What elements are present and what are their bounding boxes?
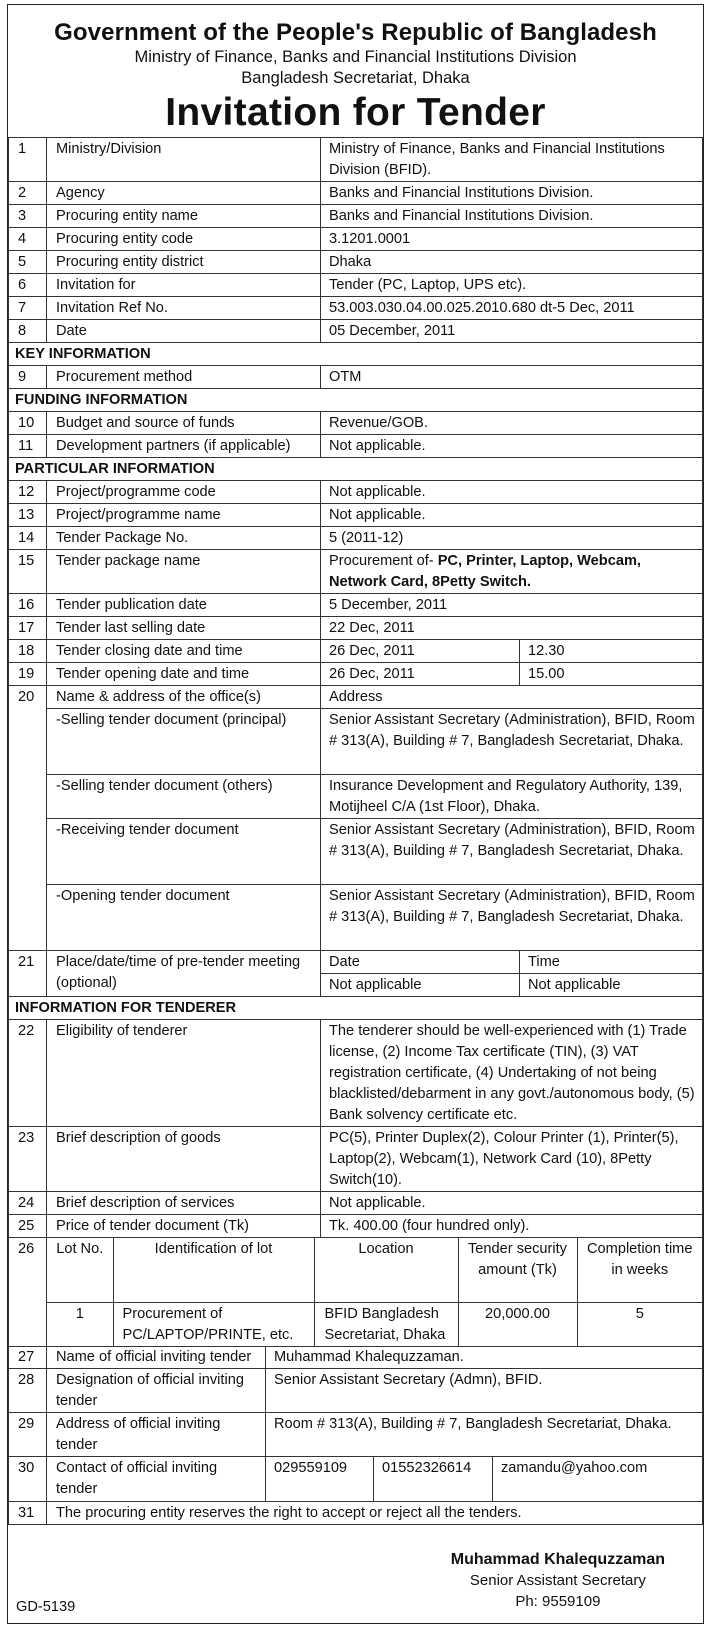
contact-email: zamandu@yahoo.com (501, 1460, 648, 1476)
section-heading: FUNDING INFORMATION (9, 389, 703, 412)
contact-mobile: 01552326614 (374, 1457, 493, 1501)
row-value (321, 663, 703, 686)
row-value: Insurance Development and Regulatory Authority, 139, Motijheel C/A (1st Floor), Dhaka. (321, 775, 703, 819)
table-row (9, 686, 703, 709)
row-number: 6 (9, 274, 47, 297)
identification-header: Identification of lot (113, 1238, 314, 1302)
row-number: 21 (9, 951, 47, 997)
row-label: Brief description of goods (47, 1127, 321, 1192)
row-number: 2 (9, 182, 47, 205)
row-number: 22 (9, 1020, 47, 1127)
security-value: 20,000.00 (458, 1302, 577, 1346)
security-header: Tender security amount (Tk) (458, 1238, 577, 1302)
table-row (9, 527, 703, 550)
table-row (9, 1369, 703, 1413)
row-value: 22 Dec, 2011 (321, 617, 703, 640)
table-row (9, 1020, 703, 1127)
row-number: 28 (9, 1369, 47, 1413)
row-label: Tender publication date (47, 594, 321, 617)
row-value: Not applicable. (321, 504, 703, 527)
row-number: 13 (9, 504, 47, 527)
row-number: 24 (9, 1192, 47, 1215)
row-label: Date (47, 320, 321, 343)
section-heading: PARTICULAR INFORMATION (9, 458, 703, 481)
table-row (9, 205, 703, 228)
row-value: 05 December, 2011 (321, 320, 703, 343)
table-row (9, 274, 703, 297)
row-label: -Selling tender document (others) (47, 775, 321, 819)
row-number: 26 (9, 1238, 47, 1347)
table-row (9, 709, 703, 775)
row-number: 31 (9, 1502, 47, 1525)
table-row (9, 138, 703, 182)
official-table (8, 1346, 703, 1525)
contact-phone: 029559109 (266, 1457, 374, 1501)
page-title: Invitation for Tender (165, 91, 546, 134)
table-row (9, 1238, 703, 1347)
meeting-date-header: Date (321, 951, 520, 974)
row-label: Eligibility of tenderer (47, 1020, 321, 1127)
row-value: 53.003.030.04.00.025.2010.680 dt-5 Dec, 2011 (321, 297, 703, 320)
row-number: 23 (9, 1127, 47, 1192)
row-value (321, 550, 703, 594)
row-label: Procuring entity district (47, 251, 321, 274)
row-number: 12 (9, 481, 47, 504)
table-row (9, 550, 703, 594)
section-heading: INFORMATION FOR TENDERER (9, 997, 703, 1020)
row-number: 9 (9, 366, 47, 389)
row-label: Tender Package No. (47, 527, 321, 550)
table-row (9, 435, 703, 458)
row-value (321, 640, 703, 663)
row-label: Tender closing date and time (47, 640, 321, 663)
table-row (9, 182, 703, 205)
meeting-time-header: Time (520, 951, 703, 974)
row-label: Procuring entity name (47, 205, 321, 228)
row-value: The tenderer should be well-experienced with (1) Trade license, (2) Income Tax certificate (TIN), (3) VAT registration certificate, (4) Undertaking of not being blacklisted/debarment in any govt./autonomous body, (5) Bank solvency certificate etc. (321, 1020, 703, 1127)
completion-value: 5 (577, 1302, 702, 1346)
section-row (9, 458, 703, 481)
row-label: Procurement method (47, 366, 321, 389)
ad-code: GD-5139 (16, 1599, 76, 1615)
section-heading: KEY INFORMATION (9, 343, 703, 366)
row-value: Banks and Financial Institutions Division. (321, 205, 703, 228)
row-value: 5 December, 2011 (321, 594, 703, 617)
section-row (9, 389, 703, 412)
row-value: Revenue/GOB. (321, 412, 703, 435)
row-number: 11 (9, 435, 47, 458)
row-value: The procuring entity reserves the right to accept or reject all the tenders. (47, 1502, 703, 1525)
row-value: Senior Assistant Secretary (Admn), BFID. (266, 1369, 703, 1413)
meeting-time-value: Not applicable (528, 977, 621, 993)
table-row (9, 366, 703, 389)
table-row (9, 1192, 703, 1215)
row-number: 15 (9, 550, 47, 594)
table-row (9, 504, 703, 527)
row-label: Project/programme code (47, 481, 321, 504)
row-label: -Opening tender document (47, 885, 321, 951)
government-heading: Government of the People's Republic of Bangladesh (54, 19, 657, 46)
row-label: Budget and source of funds (47, 412, 321, 435)
meeting-date-value: Not applicable (321, 974, 520, 997)
section-row (9, 343, 703, 366)
row-value: 3.1201.0001 (321, 228, 703, 251)
table-row (9, 1346, 703, 1369)
ministry-line: Ministry of Finance, Banks and Financial Institutions Division (134, 48, 577, 66)
table-row (9, 663, 703, 686)
location-value: BFID Bangladesh Secretariat, Dhaka (314, 1302, 458, 1346)
row-number: 20 (9, 686, 47, 951)
row-number: 16 (9, 594, 47, 617)
closing-date: 26 Dec, 2011 (321, 640, 520, 662)
row-value: PC(5), Printer Duplex(2), Colour Printer (1), Printer(5), Laptop(2), Webcam(1), Network Card (10), 8Petty Switch(10). (321, 1127, 703, 1192)
row-value: 5 (2011-12) (321, 527, 703, 550)
tender-table (8, 137, 703, 1347)
opening-time: 15.00 (528, 666, 565, 682)
table-row (9, 775, 703, 819)
lot-no-value: 1 (47, 1302, 113, 1346)
row-value (321, 951, 703, 997)
table-row (9, 481, 703, 504)
row-value (266, 1457, 703, 1502)
lot-table-cell (47, 1238, 703, 1347)
row-number: 3 (9, 205, 47, 228)
table-row (9, 320, 703, 343)
row-value: Senior Assistant Secretary (Administration), BFID, Room # 313(A), Building # 7, Bangladesh Secretariat, Dhaka. (321, 819, 703, 885)
row-label: -Selling tender document (principal) (47, 709, 321, 775)
signatory-designation: Senior Assistant Secretary (469, 1572, 646, 1589)
signature-block (451, 1549, 665, 1612)
row-value: Banks and Financial Institutions Division. (321, 182, 703, 205)
table-row (9, 228, 703, 251)
row-label: Name & address of the office(s) (47, 686, 321, 709)
row-label: Tender package name (47, 550, 321, 594)
table-row (9, 885, 703, 951)
row-value: Address (321, 686, 703, 709)
row-label: Invitation for (47, 274, 321, 297)
location-header: Location (314, 1238, 458, 1302)
row-label: Address of official inviting tender (47, 1413, 266, 1457)
row-value: Not applicable. (321, 435, 703, 458)
row-number: 17 (9, 617, 47, 640)
table-row (9, 297, 703, 320)
row-number: 4 (9, 228, 47, 251)
row-value: Tk. 400.00 (four hundred only). (321, 1215, 703, 1238)
row-label: -Receiving tender document (47, 819, 321, 885)
table-row (9, 617, 703, 640)
row-value: Muhammad Khalequzzaman. (266, 1346, 703, 1369)
row-number: 5 (9, 251, 47, 274)
signatory-name: Muhammad Khalequzzaman (450, 1551, 665, 1568)
row-number: 19 (9, 663, 47, 686)
tender-notice (7, 4, 704, 1624)
row-number: 10 (9, 412, 47, 435)
row-number: 1 (9, 138, 47, 182)
row-number: 14 (9, 527, 47, 550)
package-prefix: Procurement of- (329, 553, 434, 569)
row-label: Designation of official inviting tender (47, 1369, 266, 1413)
row-label: Contact of official inviting tender (47, 1457, 266, 1502)
row-label: Brief description of services (47, 1192, 321, 1215)
signatory-phone: Ph: 9559109 (515, 1593, 601, 1610)
row-value: Ministry of Finance, Banks and Financial Institutions Division (BFID). (321, 138, 703, 182)
package-items: PC, Printer, Laptop, Webcam, Network Card, 8Petty Switch. (329, 553, 641, 590)
row-number: 7 (9, 297, 47, 320)
row-value: Senior Assistant Secretary (Administration), BFID, Room # 313(A), Building # 7, Bangladesh Secretariat, Dhaka. (321, 885, 703, 951)
table-row (9, 951, 703, 997)
row-label: Name of official inviting tender (47, 1346, 266, 1369)
lot-table (47, 1238, 702, 1346)
row-label: Price of tender document (Tk) (47, 1215, 321, 1238)
row-label: Tender last selling date (47, 617, 321, 640)
row-label: Agency (47, 182, 321, 205)
completion-header: Completion time in weeks (577, 1238, 702, 1302)
table-row (9, 1502, 703, 1525)
row-label: Ministry/Division (47, 138, 321, 182)
row-value: Senior Assistant Secretary (Administration), BFID, Room # 313(A), Building # 7, Bangladesh Secretariat, Dhaka. (321, 709, 703, 775)
row-label: Project/programme name (47, 504, 321, 527)
row-number: 27 (9, 1346, 47, 1369)
row-value: Not applicable. (321, 1192, 703, 1215)
row-number: 29 (9, 1413, 47, 1457)
row-label: Development partners (if applicable) (47, 435, 321, 458)
identification-value: Procurement of PC/LAPTOP/PRINTE, etc. (113, 1302, 314, 1346)
row-number: 8 (9, 320, 47, 343)
row-number: 25 (9, 1215, 47, 1238)
row-value: Dhaka (321, 251, 703, 274)
closing-time: 12.30 (528, 643, 565, 659)
table-row (9, 640, 703, 663)
table-row (9, 594, 703, 617)
section-row (9, 997, 703, 1020)
lot-no-header: Lot No. (47, 1238, 113, 1302)
row-value: OTM (321, 366, 703, 389)
row-number: 30 (9, 1457, 47, 1502)
location-line: Bangladesh Secretariat, Dhaka (241, 69, 470, 87)
row-label: Invitation Ref No. (47, 297, 321, 320)
opening-date: 26 Dec, 2011 (321, 663, 520, 685)
table-row (9, 1127, 703, 1192)
notice-header (8, 19, 703, 135)
row-value: Not applicable. (321, 481, 703, 504)
table-row (9, 251, 703, 274)
row-value: Room # 313(A), Building # 7, Bangladesh Secretariat, Dhaka. (266, 1413, 703, 1457)
table-row (9, 819, 703, 885)
row-label: Tender opening date and time (47, 663, 321, 686)
table-row (9, 412, 703, 435)
row-label: Place/date/time of pre-tender meeting (optional) (47, 951, 321, 997)
table-row (9, 1215, 703, 1238)
table-row (9, 1457, 703, 1502)
row-number: 18 (9, 640, 47, 663)
table-row (9, 1413, 703, 1457)
row-value: Tender (PC, Laptop, UPS etc). (321, 274, 703, 297)
row-label: Procuring entity code (47, 228, 321, 251)
